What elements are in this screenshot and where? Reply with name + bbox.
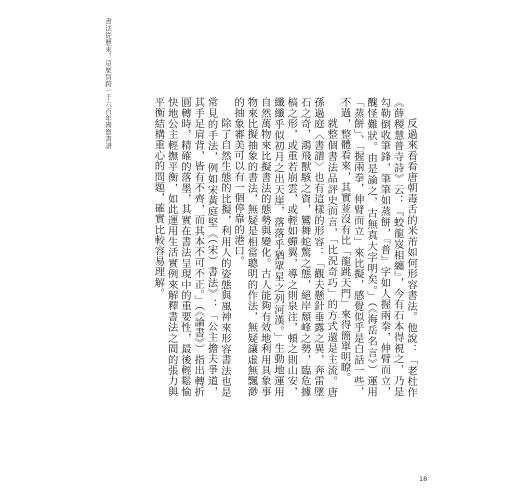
paragraph-1: 反過來看看唐朝毒舌的米芾如何形容書法。他說：「老杜作《薛稷慧普寺詩》云：『蛟龍岌相纏』，今有石本得視之，乃是勾勒倒收筆鋒，筆筆如蒸餅，『普』字如人握兩拳，伸臂而立，醜怪難狀。由是論之，古無真大字明矣。」（《海岳名言》）運用「蒸餅」、「握兩拳，伸臂而立」來比擬，感覺似乎是白話一些，不過，整體看來，其實並沒有比「龍跳天門」來得簡單明瞭。	[338, 97, 417, 397]
paragraph-2: 就整個書法品評史而言，「比況奇巧」的方式還是主流。唐孫過庭〈書譜〉也有這樣的形容：「觀夫懸針垂露之異，奔雷墜石之奇，鴻飛獸駭之資，鸞舞蛇驚之態，絕岸頹峰之勢，臨危據槁之形，或重若崩雲，或輕如蟬翼，導之則泉注，頓之則山安，纖纖乎似初月之出天崖，落落乎猶眾星之列河漢。」生動地運用自然萬物來比擬書法的態勢與變化。古人能夠有效地利用具象事物來比擬抽象的書法，無疑是相當聰明的作法，無疑讓虛無飄渺的抽象審美可以有一個停靠的港口。	[232, 97, 338, 397]
running-head: 書法從歷來！這麼寫跨一千六百年國寶書譜	[104, 18, 112, 150]
paragraph-3: 除了自然生態的比擬，利用人的姿態與風神來形容書法也是常見的手法，例如宋黃庭堅《（宋）書法》：「公主擔夫爭道，其手足肩背，皆有不齊，而其本不可不正。」（《論書》）指出轉折圓轉時，精確的落墨，其實在書法呈現中的重要性，最後輕鬆愉快地公主輕撫平衡，如此運用生活實例來解釋書法之間的張力與平衡結構重心的問題，確實比較容易理解。	[152, 97, 231, 397]
body-text	[151, 97, 417, 397]
page-number: 18	[419, 475, 428, 483]
